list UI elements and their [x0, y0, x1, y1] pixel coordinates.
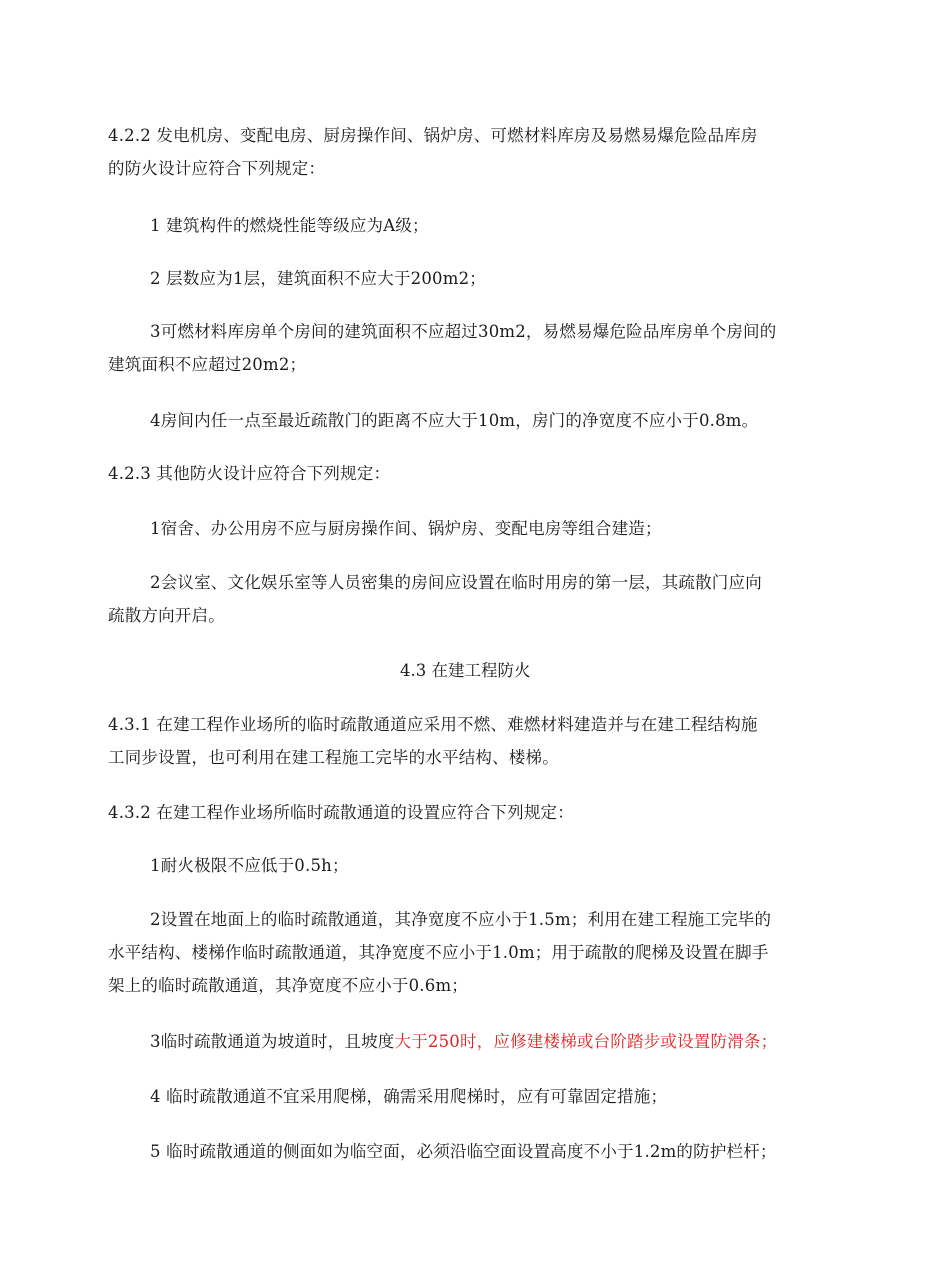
list-item-4-3-2-3 — [150, 1028, 777, 1052]
paragraph-4-2-2-line-1: 4.2.2 发电机房、变配电房、厨房操作间、锅炉房、可燃材料库房及易燃易爆危险品库房 — [108, 126, 758, 145]
paragraph-4-3-1-line-2: 工同步设置，也可利用在建工程施工完毕的水平结构、楼梯。 — [108, 748, 559, 767]
list-item-4-3-2-2-line-1: 2设置在地面上的临时疏散通道，其净宽度不应小于1.5m；利用在建工程施工完毕的 — [150, 910, 772, 929]
list-item-4-3-2-3-text: 3临时疏散通道为坡道时，且坡度 — [150, 1032, 395, 1051]
paragraph-4-3-2-heading: 4.3.2 在建工程作业场所临时疏散通道的设置应符合下列规定： — [108, 803, 574, 822]
list-item-4-2-3-1: 1宿舍、办公用房不应与厨房操作间、锅炉房、变配电房等组合建造； — [150, 519, 662, 538]
paragraph-4-2-3-heading: 4.2.3 其他防火设计应符合下列规定： — [108, 464, 391, 483]
list-item-4-2-2-4: 4房间内任一点至最近疏散门的距离不应大于10m，房门的净宽度不应小于0.8m。 — [150, 411, 759, 430]
list-item-4-3-2-2-line-3: 架上的临时疏散通道，其净宽度不应小于0.6m； — [108, 976, 468, 995]
list-item-4-3-2-1: 1耐火极限不应低于0.5h； — [150, 856, 349, 875]
list-item-4-2-2-3-line-1: 3可燃材料库房单个房间的建筑面积不应超过30m2，易燃易爆危险品库房单个房间的 — [150, 322, 777, 341]
list-item-4-3-2-2-line-2: 水平结构、楼梯作临时疏散通道，其净宽度不应小于1.0m；用于疏散的爬梯及设置在脚手 — [108, 943, 769, 962]
list-item-4-2-2-3-line-2: 建筑面积不应超过20m2； — [108, 355, 307, 374]
section-heading-4-3: 4.3 在建工程防火 — [400, 661, 531, 680]
list-item-4-2-3-2-line-2: 疏散方向开启。 — [108, 606, 225, 625]
highlighted-text: 大于250时，应修建楼梯或台阶踏步或设置防滑条； — [394, 1032, 778, 1051]
list-item-4-3-2-4: 4 临时疏散通道不宜采用爬梯，确需采用爬梯时，应有可靠固定措施； — [150, 1087, 668, 1106]
list-item-4-2-3-2-line-1: 2会议室、文化娱乐室等人员密集的房间应设置在临时用房的第一层，其疏散门应向 — [150, 573, 762, 592]
paragraph-4-3-1-line-1: 4.3.1 在建工程作业场所的临时疏散通道应采用不燃、难燃材料建造并与在建工程结构施 — [108, 715, 758, 734]
list-item-4-3-2-5: 5 临时疏散通道的侧面如为临空面，必须沿临空面设置高度不小于1.2m的防护栏杆； — [150, 1142, 777, 1161]
list-item-4-2-2-1: 1 建筑构件的燃烧性能等级应为A级； — [150, 216, 429, 235]
paragraph-4-2-2-line-2: 的防火设计应符合下列规定： — [108, 159, 326, 178]
list-item-4-2-2-2: 2 层数应为1层，建筑面积不应大于200m2； — [150, 269, 486, 288]
